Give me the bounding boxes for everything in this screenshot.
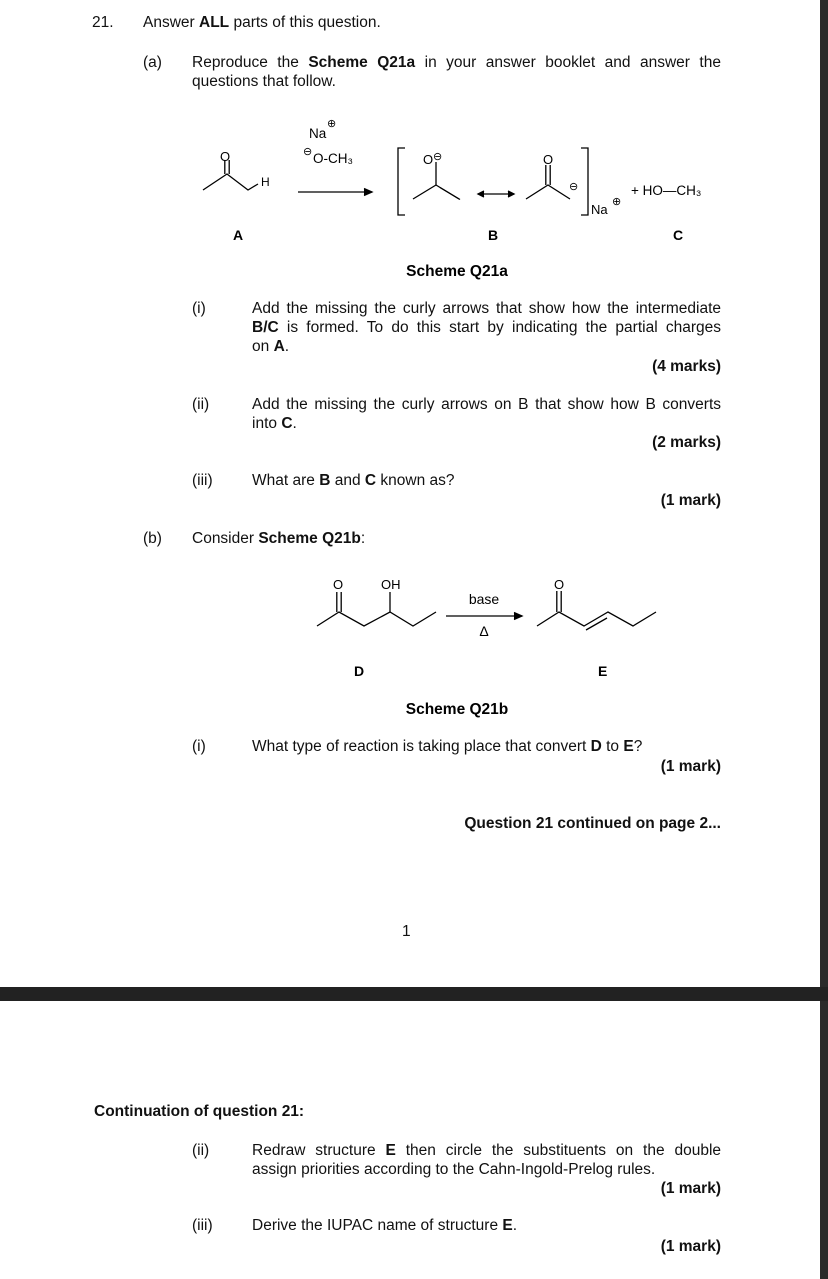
label-b: B [488, 227, 499, 243]
scheme-q21b-caption: Scheme Q21b [405, 701, 509, 718]
carbanion-oxygen: O [543, 152, 554, 167]
c-ii-label: (ii) [192, 1142, 210, 1159]
d-hydroxyl: OH [381, 577, 401, 592]
part-a-intro-line1: Reproduce the Scheme Q21a in your answer booklet and answer the [192, 54, 721, 71]
scheme-q21b [0, 560, 828, 730]
a-ii-label: (ii) [192, 396, 210, 413]
b-i-line1: What type of reaction is taking place that convert D to E? [252, 738, 643, 755]
d-oxygen: O [333, 577, 344, 592]
a-iii-marks: (1 mark) [660, 492, 721, 509]
condition-heat: Δ [479, 623, 489, 639]
part-b-intro: Consider Scheme Q21b: [192, 530, 366, 547]
a-ii-line2: into C. [252, 415, 297, 432]
carbanion-minus: ⊖ [569, 181, 579, 193]
c-iii-marks: (1 mark) [660, 1238, 721, 1255]
label-d: D [354, 663, 365, 679]
label-c: C [673, 227, 684, 243]
part-b-label: (b) [143, 530, 162, 547]
c-ii-marks: (1 mark) [660, 1180, 721, 1197]
right-bracket [581, 148, 588, 215]
minus-charge: ⊖ [303, 146, 313, 158]
a-ii-line1: Add the missing the curly arrows on B that show how B converts [252, 396, 721, 413]
molecule-d [317, 592, 436, 626]
counter-ion-plus: ⊕ [612, 196, 622, 208]
part-a-label: (a) [143, 54, 162, 71]
c-ii-line1: Redraw structure E then circle the substituents on the double [252, 1142, 722, 1159]
reaction-arrow-a [298, 189, 372, 196]
label-a: A [233, 227, 244, 243]
plus-charge: ⊕ [327, 118, 337, 130]
scheme-q21a-caption: Scheme Q21a [406, 263, 508, 280]
molecule-a [203, 160, 258, 190]
part-a-intro-line2: questions that follow. [192, 73, 336, 90]
page-number: 1 [402, 923, 411, 940]
enolate-structure [413, 162, 460, 200]
reagent-cation: Na [309, 126, 327, 141]
a-i-marks: (4 marks) [652, 358, 721, 375]
scheme-q21a [0, 0, 828, 290]
a-iii-line1: What are B and C known as? [252, 472, 455, 489]
reagent-base: base [468, 591, 500, 607]
c-ii-line2: assign priorities according to the Cahn-Ingold-Prelog rules. [252, 1161, 656, 1178]
page-divider [0, 987, 828, 1001]
a-i-label: (i) [192, 300, 206, 317]
a-iii-label: (iii) [192, 472, 213, 489]
methanol: + HO—CH₃ [631, 183, 702, 198]
enolate-oxygen: O [423, 152, 434, 167]
question-intro: Answer ALL parts of this question. [143, 14, 381, 31]
a-i-line2: B/C is formed. To do this start by indicating the partial charges [252, 319, 721, 336]
a-i-line1: Add the missing the curly arrows that show how the intermediate [252, 300, 721, 317]
question-number: 21. [92, 14, 114, 31]
a-hydrogen: H [261, 175, 270, 189]
label-e: E [598, 663, 608, 679]
reaction-arrow-b [446, 613, 522, 620]
c-iii-label: (iii) [192, 1217, 213, 1234]
carbanion-structure [526, 165, 570, 199]
counter-ion: Na [591, 202, 608, 217]
a-ii-marks: (2 marks) [652, 434, 721, 451]
b-i-label: (i) [192, 738, 206, 755]
left-bracket [398, 148, 405, 215]
c-iii-line1: Derive the IUPAC name of structure E. [252, 1217, 518, 1234]
continued-note: Question 21 continued on page 2... [464, 815, 721, 832]
a-oxygen: O [220, 149, 231, 164]
enolate-minus: ⊖ [433, 151, 443, 163]
molecule-e [537, 591, 656, 630]
reagent-anion: O-CH₃ [313, 151, 353, 166]
b-i-marks: (1 mark) [660, 758, 721, 775]
continuation-title: Continuation of question 21: [94, 1103, 305, 1120]
a-i-line3: on A. [252, 338, 290, 355]
resonance-arrow [478, 191, 514, 197]
e-oxygen: O [554, 577, 565, 592]
